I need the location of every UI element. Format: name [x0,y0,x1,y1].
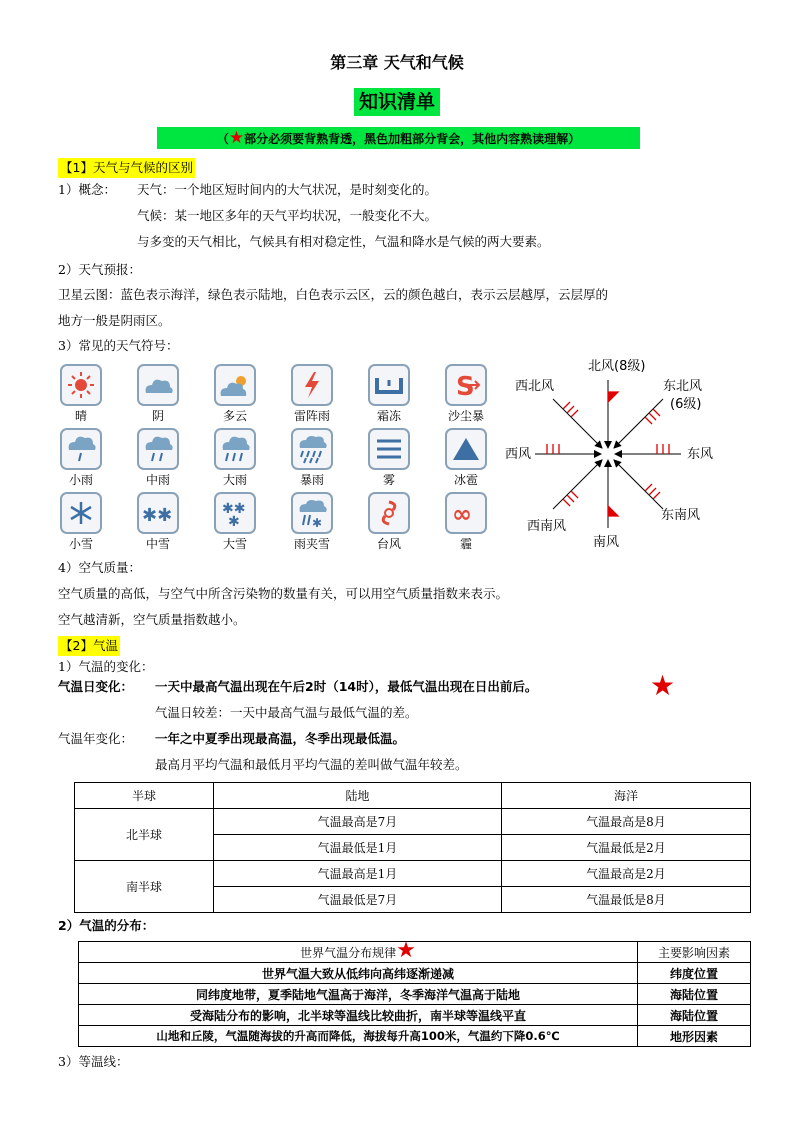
table-cell: 地形因素 [638,1026,751,1047]
sandstorm-icon [445,364,487,406]
air-quality-label: 4）空气质量： [58,560,141,575]
weather-symbol-label: 台风 [376,537,401,551]
weather-symbol-heavy-rain [210,428,260,487]
table-cell: 同纬度地带，夏季陆地气温高于海洋，冬季海洋气温高于陆地 [79,984,638,1005]
hemisphere-cell: 北半球 [75,809,214,861]
annual-range-text: 最高月平均气温和最低月平均气温的差叫做气温年较差。 [155,757,468,772]
light-snow-icon [60,492,102,534]
svg-text:∞: ∞ [452,501,472,525]
hemisphere-cell: 南半球 [75,861,214,913]
frost-icon [368,364,410,406]
heavy-snow-icon [214,492,256,534]
typhoon-icon [368,492,410,534]
hail-icon [445,428,487,470]
weather-symbol-light-snow [56,492,106,551]
table-cell: 气温最高是1月 [214,861,502,887]
satellite-text-1: 卫星云图：蓝色表示海洋，绿色表示陆地，白色表示云区，云的颜色越白，表示云层越厚，云层厚的 [58,287,609,302]
forecast-label: 2）天气预报： [58,262,141,277]
table-cell: 海陆位置 [638,1005,751,1026]
note-text: 部分必须要背熟背透，黑色加粗部分背会，其他内容熟读理解） [244,132,581,146]
distribution-label: 2）气温的分布： [58,918,155,933]
weather-symbol-moderate-snow [133,492,183,551]
table-cell: 气温最高是2月 [502,861,751,887]
study-note [157,127,640,149]
annual-change-text: 一年之中夏季出现最高温，冬季出现最低温。 [155,731,406,746]
weather-symbol-label: 阴 [151,409,164,423]
annual-change-label: 气温年变化： [58,731,134,746]
weather-symbol-label: 雨夹雪 [293,537,330,551]
northwest-wind-label: 西北风 [515,379,555,394]
satellite-text-2: 地方一般是阴雨区。 [58,313,171,328]
weather-symbol-label: 雷阵雨 [293,409,330,423]
table-cell: 气温最高是7月 [214,809,502,835]
weather-symbol-label: 中雨 [145,473,170,487]
star-icon: ★ [396,938,416,963]
temperature-distribution-table [78,938,751,1047]
fog-icon [368,428,410,470]
table-header [79,938,638,963]
table-cell: 气温最低是7月 [214,887,502,913]
svg-text:✱✱: ✱✱ [222,501,246,517]
weather-symbol-sleet [287,492,337,551]
table-cell: 山地和丘陵，气温随海拔的升高而降低，海拔每升高100米，气温约下降0.6℃ [79,1026,638,1047]
weather-symbol-label: 霾 [459,537,472,551]
northwest-arrow [553,399,602,448]
weather-symbol-label: 晴 [74,409,87,423]
table-header: 陆地 [214,783,502,809]
weather-symbol-label: 沙尘暴 [447,409,484,423]
east-wind-label: 东风 [687,447,714,462]
weather-symbol-label: 多云 [222,409,247,423]
rainstorm-icon [291,428,333,470]
table-cell: 气温最高是8月 [502,809,751,835]
table-cell: 受海陆分布的影响，北半球等温线比较曲折，南半球等温线平直 [79,1005,638,1026]
hemisphere-temperature-table [74,782,751,913]
sunny-icon [60,364,102,406]
overcast-icon [137,364,179,406]
weather-symbol-partly-cloudy [210,364,260,423]
weather-symbol-typhoon [364,492,414,551]
star-icon: ★ [228,128,245,148]
table-cell: 海陆位置 [638,984,751,1005]
daily-range-text: 气温日较差：一天中最高气温与最低气温的差。 [155,705,418,720]
southwest-arrow [553,460,602,509]
weather-symbol-label: 小雨 [68,473,93,487]
symbols-label: 3）常见的天气符号： [58,338,179,353]
table-header: 海洋 [502,783,751,809]
weather-symbol-label: 小雪 [68,537,93,551]
weather-symbol-moderate-rain [133,428,183,487]
section-heading-1: 【1】天气与气候的区别 [58,158,195,178]
weather-symbol-overcast [133,364,183,423]
north-wind-label: 北风(8级) [588,359,646,374]
table-header: 主要影响因素 [638,942,751,963]
southeast-arrow [614,460,663,509]
weather-symbol-thunderstorm [287,364,337,423]
climate-definition: 气候：某一地区多年的天气平均状况，一般变化不大。 [137,208,438,223]
table-cell: 气温最低是2月 [502,835,751,861]
svg-text:S: S [456,372,475,400]
weather-symbol-label: 大雨 [222,473,247,487]
weather-definition: 天气：一个地区短时间内的大气状况，是时刻变化的。 [137,182,438,197]
west-wind-label: 西风 [505,447,532,462]
weather-symbol-heavy-snow [210,492,260,551]
weather-symbol-label: 冰雹 [453,473,478,487]
svg-text:✱: ✱ [228,514,240,528]
northeast-arrow [614,399,663,448]
section-heading-2: 【2】气温 [58,636,120,656]
table-cell: 气温最低是8月 [502,887,751,913]
southeast-wind-label: 东南风 [661,508,701,523]
weather-symbol-label: 中雪 [145,537,170,551]
table-cell: 世界气温大致从低纬向高纬逐渐递减 [79,963,638,984]
weather-symbol-label: 雾 [382,473,395,487]
table-header: 半球 [75,783,214,809]
weather-symbol-rainstorm [287,428,337,487]
air-quality-text-2: 空气越清新，空气质量指数越小。 [58,612,246,627]
weather-symbol-label: 霜冻 [376,409,401,423]
air-quality-text-1: 空气质量的高低，与空气中所含污染物的数量有关，可以用空气质量指数来表示。 [58,586,509,601]
daily-change-text: 一天中最高气温出现在午后2时（14时），最低气温出现在日出前后。 [155,679,538,694]
isotherm-label: 3）等温线： [58,1054,129,1069]
northeast-wind-level: (6级) [670,397,702,412]
weather-symbol-label: 大雪 [222,537,247,551]
weather-symbol-fog [364,428,414,487]
knowledge-list-banner: 知识清单 [354,88,440,116]
light-rain-icon [60,428,102,470]
south-wind-label: 南风 [593,535,620,550]
weather-symbol-frost [364,364,414,423]
haze-icon [445,492,487,534]
page-title: 第三章 天气和气候 [330,53,464,72]
weather-symbol-sandstorm [441,364,491,423]
climate-stability: 与多变的天气相比，气候具有相对稳定性，气温和降水是气候的两大要素。 [137,234,550,249]
moderate-snow-icon [137,492,179,534]
weather-symbol-label: 暴雨 [299,473,324,487]
svg-text:✱: ✱ [312,516,323,528]
northeast-wind-label: 东北风 [663,379,703,394]
moderate-rain-icon [137,428,179,470]
star-icon: ★ [650,669,676,702]
wind-direction-diagram [505,352,745,552]
daily-change-label: 气温日变化： [58,679,134,694]
table-cell: 纬度位置 [638,963,751,984]
southwest-wind-label: 西南风 [527,519,567,534]
weather-symbol-haze [441,492,491,551]
note-open: （ [216,132,229,146]
concept-label: 1）概念： [58,182,116,197]
weather-symbol-light-rain [56,428,106,487]
rule-header-text: 世界气温分布规律 [300,946,397,960]
thunderstorm-icon [291,364,333,406]
weather-symbol-hail [441,428,491,487]
weather-symbol-sunny [56,364,106,423]
table-cell: 气温最低是1月 [214,835,502,861]
temp-change-label: 1）气温的变化： [58,659,154,674]
heavy-rain-icon [214,428,256,470]
sleet-icon [291,492,333,534]
svg-text:✱✱: ✱✱ [142,505,173,525]
partly-cloudy-icon [214,364,256,406]
